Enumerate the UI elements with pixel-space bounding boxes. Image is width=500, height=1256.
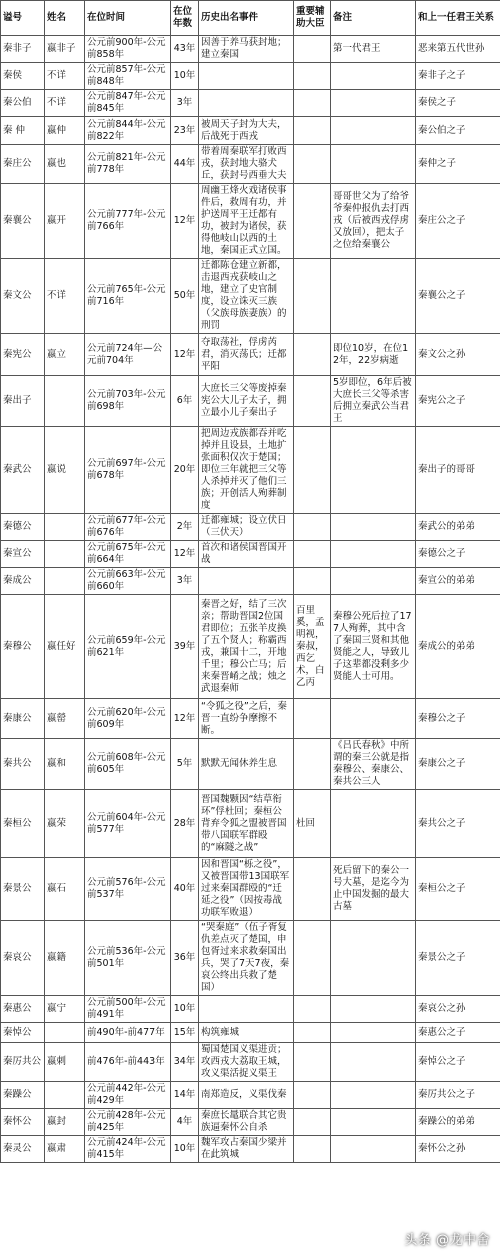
cell-relation: 秦文公之孙 <box>416 334 500 376</box>
cell-notes <box>331 90 416 117</box>
cell-name: 嬴宁 <box>45 996 85 1023</box>
cell-events: 构筑雍城 <box>199 1023 294 1043</box>
cell-notes <box>331 259 416 334</box>
table-row <box>1 145 500 184</box>
cell-events: “哭秦庭”（伍子胥复仇差点灭了楚国，申包胥过来求救秦国出兵，哭了7天7夜，秦哀公终出兵救了楚国） <box>199 921 294 996</box>
cell-name: 嬴也 <box>45 145 85 184</box>
cell-notes <box>331 921 416 996</box>
cell-posthumous-name: 秦灵公 <box>1 1136 45 1163</box>
cell-relation: 秦共公之子 <box>416 790 500 858</box>
cell-notes <box>331 996 416 1023</box>
cell-name: 嬴非子 <box>45 36 85 63</box>
cell-ministers <box>294 858 331 921</box>
table-row <box>1 1082 500 1109</box>
cell-events: 默默无闻休养生息 <box>199 739 294 790</box>
cell-reign-years: 50年 <box>171 259 199 334</box>
cell-relation: 恶来第五代世孙 <box>416 36 500 63</box>
cell-name <box>45 514 85 541</box>
cell-events: 秦晋之好，结了三次亲；帮助晋国2位国君即位；五张羊皮换了五个贤人；称霸西戎，兼国十二，开地千里；穆公亡马；后来秦晋崤之战；烛之武退秦师 <box>199 595 294 699</box>
table-row <box>1 1136 500 1163</box>
cell-notes <box>331 1023 416 1043</box>
cell-ministers <box>294 1043 331 1082</box>
cell-reign-period: 公元前677年-公元前676年 <box>85 514 171 541</box>
table-row <box>1 36 500 63</box>
cell-reign-period: 公元前703年-公元前698年 <box>85 376 171 427</box>
cell-reign-years: 34年 <box>171 1043 199 1082</box>
cell-relation: 秦德公之子 <box>416 541 500 568</box>
cell-events: 夺取荡社，俘虏芮君，消灭荡氏；迁都平阳 <box>199 334 294 376</box>
cell-name: 嬴立 <box>45 334 85 376</box>
cell-relation: 秦庄公之子 <box>416 184 500 259</box>
cell-ministers <box>294 117 331 145</box>
cell-events: 南郑造反，义渠伐秦 <box>199 1082 294 1109</box>
cell-reign-period: 公元前697年-公元前678年 <box>85 427 171 514</box>
cell-ministers <box>294 1136 331 1163</box>
header-relation: 和上一任君王关系 <box>416 1 500 36</box>
cell-ministers: 杜回 <box>294 790 331 858</box>
cell-name: 不详 <box>45 63 85 90</box>
cell-relation: 秦仲之子 <box>416 145 500 184</box>
cell-name: 嬴开 <box>45 184 85 259</box>
cell-posthumous-name: 秦侯 <box>1 63 45 90</box>
table-row <box>1 568 500 595</box>
cell-reign-period: 公元前659年-公元前621年 <box>85 595 171 699</box>
cell-name: 嬴籍 <box>45 921 85 996</box>
cell-posthumous-name: 秦景公 <box>1 858 45 921</box>
cell-reign-period: 公元前536年-公元前501年 <box>85 921 171 996</box>
cell-relation: 秦景公之子 <box>416 921 500 996</box>
cell-posthumous-name: 秦宪公 <box>1 334 45 376</box>
table-row <box>1 376 500 427</box>
cell-reign-period: 公元前857年-公元前848年 <box>85 63 171 90</box>
cell-posthumous-name: 秦躁公 <box>1 1082 45 1109</box>
cell-name: 嬴仲 <box>45 117 85 145</box>
cell-notes <box>331 790 416 858</box>
cell-ministers <box>294 184 331 259</box>
cell-events: 因善于养马获封地；建立秦国 <box>199 36 294 63</box>
cell-reign-years: 14年 <box>171 1082 199 1109</box>
cell-relation: 秦康公之子 <box>416 739 500 790</box>
cell-reign-years: 12年 <box>171 541 199 568</box>
cell-reign-period: 公元前604年-公元前577年 <box>85 790 171 858</box>
cell-notes <box>331 117 416 145</box>
cell-notes <box>331 1136 416 1163</box>
cell-relation: 秦出子的哥哥 <box>416 427 500 514</box>
table-row <box>1 858 500 921</box>
cell-name <box>45 541 85 568</box>
cell-reign-period: 公元前663年-公元前660年 <box>85 568 171 595</box>
cell-reign-period: 公元前847年-公元前845年 <box>85 90 171 117</box>
cell-events: 秦庶长鼌联合其它贵族逼秦怀公自杀 <box>199 1109 294 1136</box>
cell-name: 嬴石 <box>45 858 85 921</box>
cell-ministers <box>294 739 331 790</box>
cell-posthumous-name: 秦宣公 <box>1 541 45 568</box>
cell-relation: 秦躁公的弟弟 <box>416 1109 500 1136</box>
cell-reign-years: 4年 <box>171 1109 199 1136</box>
cell-reign-period: 公元前844年-公元前822年 <box>85 117 171 145</box>
cell-notes: 《吕氏春秋》中所谓的秦三公就是指秦穆公、秦康公、秦共公三人 <box>331 739 416 790</box>
cell-posthumous-name: 秦哀公 <box>1 921 45 996</box>
cell-events <box>199 996 294 1023</box>
cell-events <box>199 63 294 90</box>
cell-reign-period: 公元前500年-公元前491年 <box>85 996 171 1023</box>
cell-notes <box>331 514 416 541</box>
cell-ministers <box>294 63 331 90</box>
cell-events: 大庶长三父等废掉秦宪公大儿子太子，拥立最小儿子秦出子 <box>199 376 294 427</box>
watermark: 头条 @龙中舍 <box>404 1233 490 1248</box>
cell-reign-period: 公元前428年-公元前425年 <box>85 1109 171 1136</box>
cell-posthumous-name: 秦共公 <box>1 739 45 790</box>
cell-posthumous-name: 秦怀公 <box>1 1109 45 1136</box>
cell-relation: 秦惠公之子 <box>416 1023 500 1043</box>
cell-ministers <box>294 568 331 595</box>
cell-events: 迁都雍城；设立伏日（三伏天） <box>199 514 294 541</box>
cell-relation: 秦穆公之子 <box>416 699 500 739</box>
cell-name <box>45 376 85 427</box>
header-events: 历史出名事件 <box>199 1 294 36</box>
cell-reign-years: 3年 <box>171 568 199 595</box>
cell-name: 嬴荣 <box>45 790 85 858</box>
cell-name: 嬴封 <box>45 1109 85 1136</box>
cell-reign-years: 12年 <box>171 184 199 259</box>
cell-name: 不详 <box>45 259 85 334</box>
cell-posthumous-name: 秦襄公 <box>1 184 45 259</box>
cell-relation: 秦侯之子 <box>416 90 500 117</box>
cell-reign-period: 公元前900年-公元前858年 <box>85 36 171 63</box>
cell-name: 不详 <box>45 90 85 117</box>
cell-relation: 秦厉共公之子 <box>416 1082 500 1109</box>
cell-reign-period: 公元前724年—公元前704年 <box>85 334 171 376</box>
cell-reign-period: 公元前620年-公元前609年 <box>85 699 171 739</box>
cell-notes <box>331 1043 416 1082</box>
table-row <box>1 184 500 259</box>
header-row <box>1 1 500 36</box>
cell-posthumous-name: 秦出子 <box>1 376 45 427</box>
cell-name <box>45 568 85 595</box>
cell-relation: 秦宪公之子 <box>416 376 500 427</box>
cell-ministers <box>294 1109 331 1136</box>
cell-reign-years: 3年 <box>171 90 199 117</box>
cell-ministers <box>294 1082 331 1109</box>
cell-reign-years: 10年 <box>171 996 199 1023</box>
cell-events: 被周天子封为大夫，后战死于西戎 <box>199 117 294 145</box>
cell-notes <box>331 63 416 90</box>
cell-reign-years: 23年 <box>171 117 199 145</box>
cell-reign-period: 前490年-前477年 <box>85 1023 171 1043</box>
cell-posthumous-name: 秦成公 <box>1 568 45 595</box>
cell-name: 嬴任好 <box>45 595 85 699</box>
cell-relation: 秦桓公之子 <box>416 858 500 921</box>
cell-events: 因和晋国“栎之役”，又被晋国带13国联军过来秦国群殴的“迁延之役”（因按毒战功联军败退） <box>199 858 294 921</box>
cell-posthumous-name: 秦公伯 <box>1 90 45 117</box>
header-name: 姓名 <box>45 1 85 36</box>
cell-posthumous-name: 秦文公 <box>1 259 45 334</box>
header-ministers: 重要辅助大臣 <box>294 1 331 36</box>
table-row <box>1 334 500 376</box>
cell-notes <box>331 145 416 184</box>
cell-ministers <box>294 996 331 1023</box>
table-row <box>1 514 500 541</box>
cell-relation: 秦怀公之孙 <box>416 1136 500 1163</box>
cell-ministers <box>294 1023 331 1043</box>
cell-reign-years: 28年 <box>171 790 199 858</box>
cell-ministers <box>294 334 331 376</box>
cell-ministers <box>294 376 331 427</box>
cell-reign-period: 前476年-前443年 <box>85 1043 171 1082</box>
table-row <box>1 1109 500 1136</box>
cell-posthumous-name: 秦庄公 <box>1 145 45 184</box>
cell-notes <box>331 1109 416 1136</box>
cell-name: 嬴说 <box>45 427 85 514</box>
table-row <box>1 90 500 117</box>
cell-notes: 第一代君王 <box>331 36 416 63</box>
cell-reign-years: 12年 <box>171 699 199 739</box>
cell-notes <box>331 568 416 595</box>
cell-events: 把周边戎族都吞并吃掉并且设县，土地扩张面积仅次于楚国；即位三年就把三父等人杀掉并灭了他们三族；开创活人殉葬制度 <box>199 427 294 514</box>
cell-relation: 秦公伯之子 <box>416 117 500 145</box>
cell-reign-period: 公元前576年-公元前537年 <box>85 858 171 921</box>
cell-reign-years: 10年 <box>171 1136 199 1163</box>
cell-reign-years: 10年 <box>171 63 199 90</box>
cell-notes <box>331 541 416 568</box>
cell-notes: 哥哥世父为了给爷爷秦仲报仇去打西戎（后被西戎俘虏又放回），把太子之位给秦襄公 <box>331 184 416 259</box>
cell-events: 魏军攻占秦国少梁并在此筑城 <box>199 1136 294 1163</box>
cell-events: 晋国魏颗因“结草衔环”俘杜回；秦桓公背弃令狐之盟被晋国带八国联军群殴的“麻隧之战” <box>199 790 294 858</box>
cell-events: 首次和诸侯国晋国开战 <box>199 541 294 568</box>
table-row <box>1 1023 500 1043</box>
cell-posthumous-name: 秦厉共公 <box>1 1043 45 1082</box>
cell-reign-years: 40年 <box>171 858 199 921</box>
table-body <box>1 36 500 1163</box>
cell-relation: 秦武公的弟弟 <box>416 514 500 541</box>
cell-ministers <box>294 36 331 63</box>
cell-notes: 秦穆公死后拉了177人殉葬，其中含了秦国三贤和其他贤能之人，导致儿子这辈都没剩多少贤能人士可用。 <box>331 595 416 699</box>
cell-relation: 秦悼公之子 <box>416 1043 500 1082</box>
cell-notes: 5岁即位，6年后被大庶长三父等杀害后拥立秦武公当君王 <box>331 376 416 427</box>
cell-ministers <box>294 259 331 334</box>
cell-events: 带着周秦联军打败西戎，获封地大骆犬丘，获封号西垂大夫 <box>199 145 294 184</box>
cell-events: “令狐之役”之后，秦晋一直纷争摩擦不断。 <box>199 699 294 739</box>
cell-ministers <box>294 921 331 996</box>
cell-ministers <box>294 514 331 541</box>
cell-posthumous-name: 秦桓公 <box>1 790 45 858</box>
table-row <box>1 427 500 514</box>
table-row <box>1 541 500 568</box>
cell-name: 嬴刺 <box>45 1043 85 1082</box>
cell-reign-years: 5年 <box>171 739 199 790</box>
cell-reign-years: 36年 <box>171 921 199 996</box>
table-row <box>1 790 500 858</box>
cell-reign-period: 公元前675年-公元前664年 <box>85 541 171 568</box>
cell-reign-period: 公元前765年-公元前716年 <box>85 259 171 334</box>
cell-reign-years: 15年 <box>171 1023 199 1043</box>
cell-notes: 死后留下的秦公一号大墓，是迄今为止中国发掘的最大古墓 <box>331 858 416 921</box>
table-row <box>1 921 500 996</box>
cell-reign-years: 43年 <box>171 36 199 63</box>
table-row <box>1 739 500 790</box>
table-row <box>1 259 500 334</box>
cell-posthumous-name: 秦惠公 <box>1 996 45 1023</box>
cell-name <box>45 1082 85 1109</box>
cell-ministers <box>294 541 331 568</box>
cell-reign-years: 39年 <box>171 595 199 699</box>
cell-name: 嬴肃 <box>45 1136 85 1163</box>
cell-ministers <box>294 145 331 184</box>
cell-notes <box>331 427 416 514</box>
cell-events: 迁都陈仓建立新都，击退西戎获岐山之地，建立了史官制度，设立诛灭三族（父族母族妻族）的刑罚 <box>199 259 294 334</box>
cell-events <box>199 568 294 595</box>
cell-posthumous-name: 秦非子 <box>1 36 45 63</box>
cell-ministers <box>294 90 331 117</box>
cell-events <box>199 90 294 117</box>
cell-name: 嬴和 <box>45 739 85 790</box>
cell-posthumous-name: 秦武公 <box>1 427 45 514</box>
cell-reign-period: 公元前608年-公元前605年 <box>85 739 171 790</box>
cell-notes: 即位10岁，在位12年，22岁病逝 <box>331 334 416 376</box>
table-row <box>1 63 500 90</box>
cell-reign-years: 2年 <box>171 514 199 541</box>
cell-events: 周幽王烽火戏诸侯事件后，救周有功，并护送周平王迁都有功，被封为诸侯，获得他岐山以西的土地，秦国正式立国。 <box>199 184 294 259</box>
table-row <box>1 699 500 739</box>
cell-reign-years: 20年 <box>171 427 199 514</box>
cell-relation: 秦哀公之孙 <box>416 996 500 1023</box>
cell-posthumous-name: 秦 仲 <box>1 117 45 145</box>
table-row <box>1 595 500 699</box>
cell-name <box>45 1023 85 1043</box>
cell-ministers <box>294 427 331 514</box>
header-reign-years: 在位年数 <box>171 1 199 36</box>
cell-relation: 秦非子之子 <box>416 63 500 90</box>
cell-reign-period: 公元前777年-公元前766年 <box>85 184 171 259</box>
cell-posthumous-name: 秦穆公 <box>1 595 45 699</box>
cell-reign-period: 公元前821年-公元前778年 <box>85 145 171 184</box>
cell-relation: 秦襄公之子 <box>416 259 500 334</box>
table-row <box>1 996 500 1023</box>
cell-posthumous-name: 秦悼公 <box>1 1023 45 1043</box>
cell-relation: 秦成公的弟弟 <box>416 595 500 699</box>
cell-events: 蜀国楚国义渠进贡；攻西戎大荔取王城，攻义渠活捉义渠王 <box>199 1043 294 1082</box>
cell-notes <box>331 699 416 739</box>
cell-reign-period: 公元前424年-公元前415年 <box>85 1136 171 1163</box>
cell-ministers: 百里奚，孟明视，秦叔，西乞术，白乙丙 <box>294 595 331 699</box>
cell-reign-years: 6年 <box>171 376 199 427</box>
cell-reign-period: 公元前442年-公元前429年 <box>85 1082 171 1109</box>
cell-relation: 秦宣公的弟弟 <box>416 568 500 595</box>
cell-reign-years: 44年 <box>171 145 199 184</box>
cell-ministers <box>294 699 331 739</box>
cell-reign-years: 12年 <box>171 334 199 376</box>
header-notes: 备注 <box>331 1 416 36</box>
header-posthumous-name: 谥号 <box>1 1 45 36</box>
cell-name: 嬴罃 <box>45 699 85 739</box>
cell-notes <box>331 1082 416 1109</box>
table-row <box>1 1043 500 1082</box>
cell-posthumous-name: 秦康公 <box>1 699 45 739</box>
cell-posthumous-name: 秦德公 <box>1 514 45 541</box>
table-row <box>1 117 500 145</box>
header-reign-period: 在位时间 <box>85 1 171 36</box>
